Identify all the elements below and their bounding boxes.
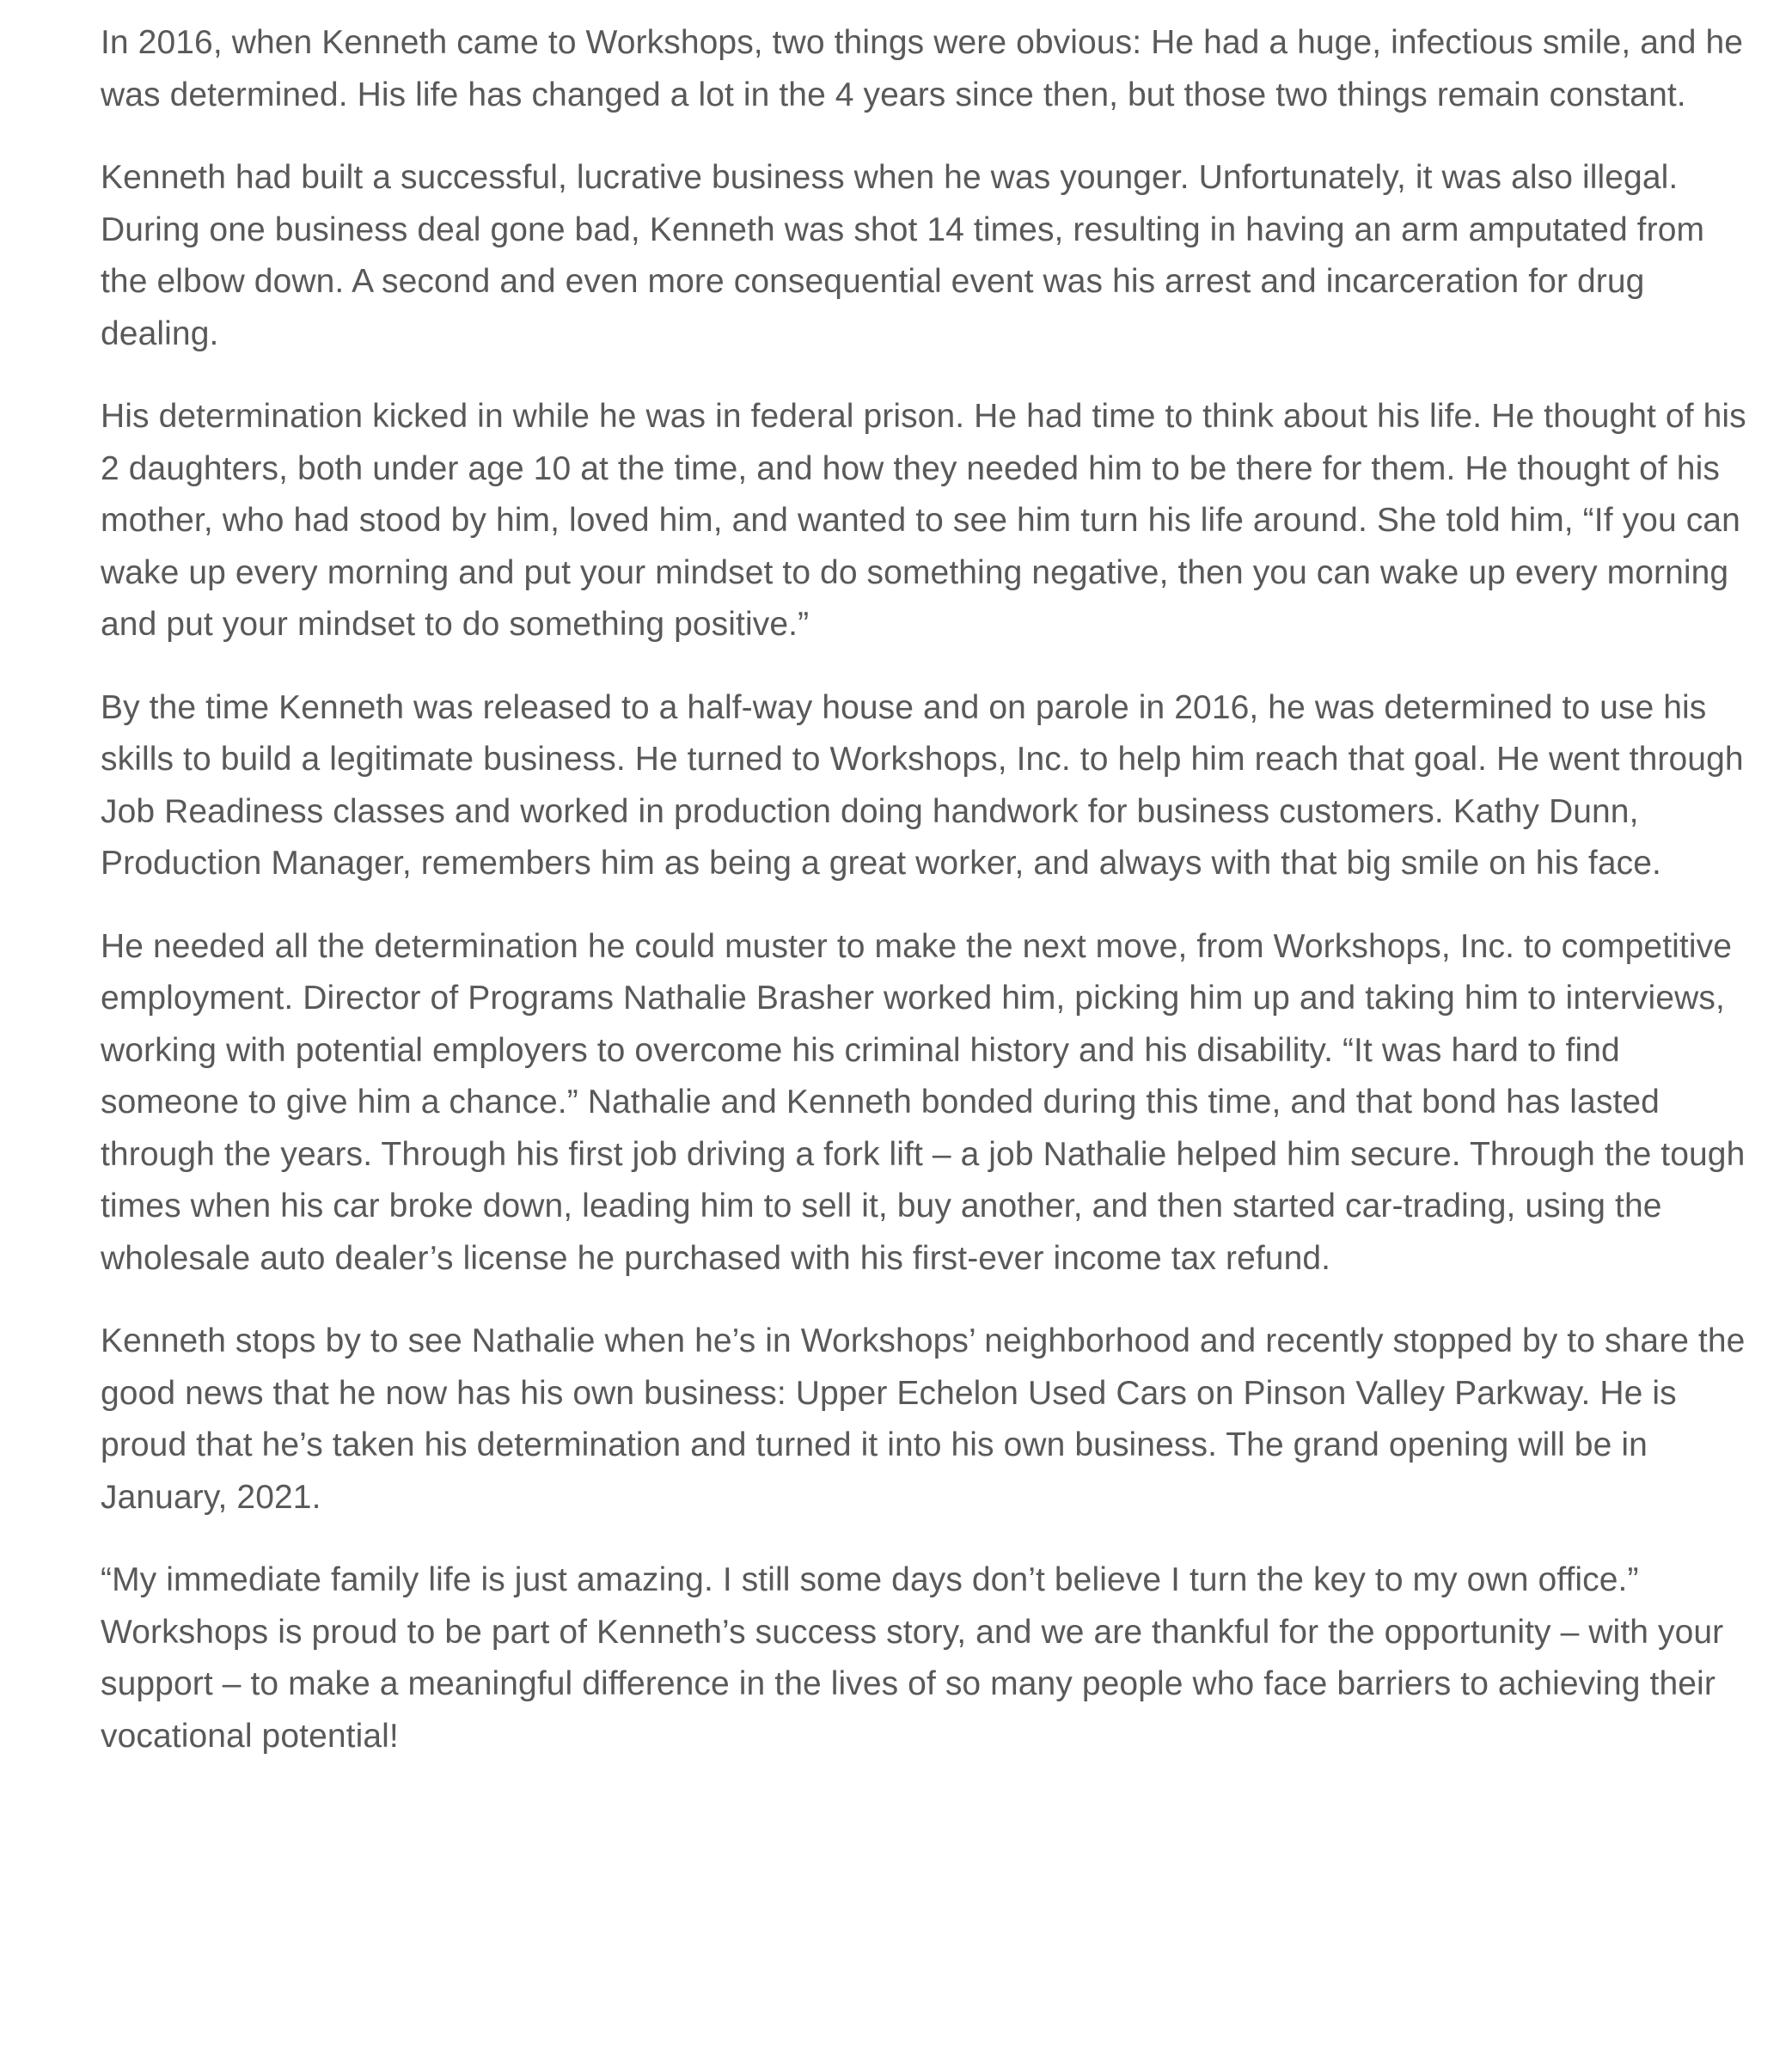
paragraph-business: Kenneth stops by to see Nathalie when he’s in Workshops’ neighborhood and recently stopped by to share the good news that he now has his own business: Upper Echelon Used Cars on Pinson Valley Parkway. He is proud that he’s taken his determination and turned it into his own business. The grand opening will be in January, 2021. <box>101 1322 1746 1516</box>
paragraph-release: By the time Kenneth was released to a half-way house and on parole in 2016, he was determined to use his skills to build a legitimate business. He turned to Workshops, Inc. to help him reach that goal. He went through Job Readiness classes and worked in production doing handwork for business customers. Kathy Dunn, Production Manager, remembers him as being a great worker, and always with that big smile on his face. <box>101 688 1744 882</box>
document-body <box>101 17 1759 1793</box>
paragraph-employment: He needed all the determination he could muster to make the next move, from Workshops, Inc. to competitive employment. Director of Programs Nathalie Brasher worked him, picking him up and taking him to interviews, working with potential employers to overcome his criminal history and his disability. “It was hard to find someone to give him a chance.” Nathalie and Kenneth bonded during this time, and that bond has lasted through the years. Through his first job driving a fork lift – a job Nathalie helped him secure. Through the tough times when his car broke down, leading him to sell it, buy another, and then started car-trading, using the wholesale auto dealer’s license he purchased with his first-ever income tax refund. <box>101 927 1746 1277</box>
paragraph-closing: “My immediate family life is just amazing. I still some days don’t believe I turn the key to my own office.” Workshops is proud to be part of Kenneth’s success story, and we are thankful for the opportunity – with your support – to make a meaningful difference in the lives of so many people who face barriers to achieving their vocational potential! <box>101 1561 1724 1755</box>
paragraph-intro: In 2016, when Kenneth came to Workshops, two things were obvious: He had a huge, infectious smile, and he was determined. His life has changed a lot in the 4 years since then, but those two things remain constant. <box>101 24 1744 113</box>
paragraph-background: Kenneth had built a successful, lucrative business when he was younger. Unfortunately, it was also illegal. During one business deal gone bad, Kenneth was shot 14 times, resulting in having an arm amputated from the elbow down. A second and even more consequential event was his arrest and incarceration for drug dealing. <box>101 159 1705 352</box>
paragraph-prison: His determination kicked in while he was in federal prison. He had time to think about his life. He thought of his 2 daughters, both under age 10 at the time, and how they needed him to be there for them. He thought of his mother, who had stood by him, loved him, and wanted to see him turn his life around. She told him, “If you can wake up every morning and put your mindset to do something negative, then you can wake up every morning and put your mindset to do something positive.” <box>101 398 1746 643</box>
